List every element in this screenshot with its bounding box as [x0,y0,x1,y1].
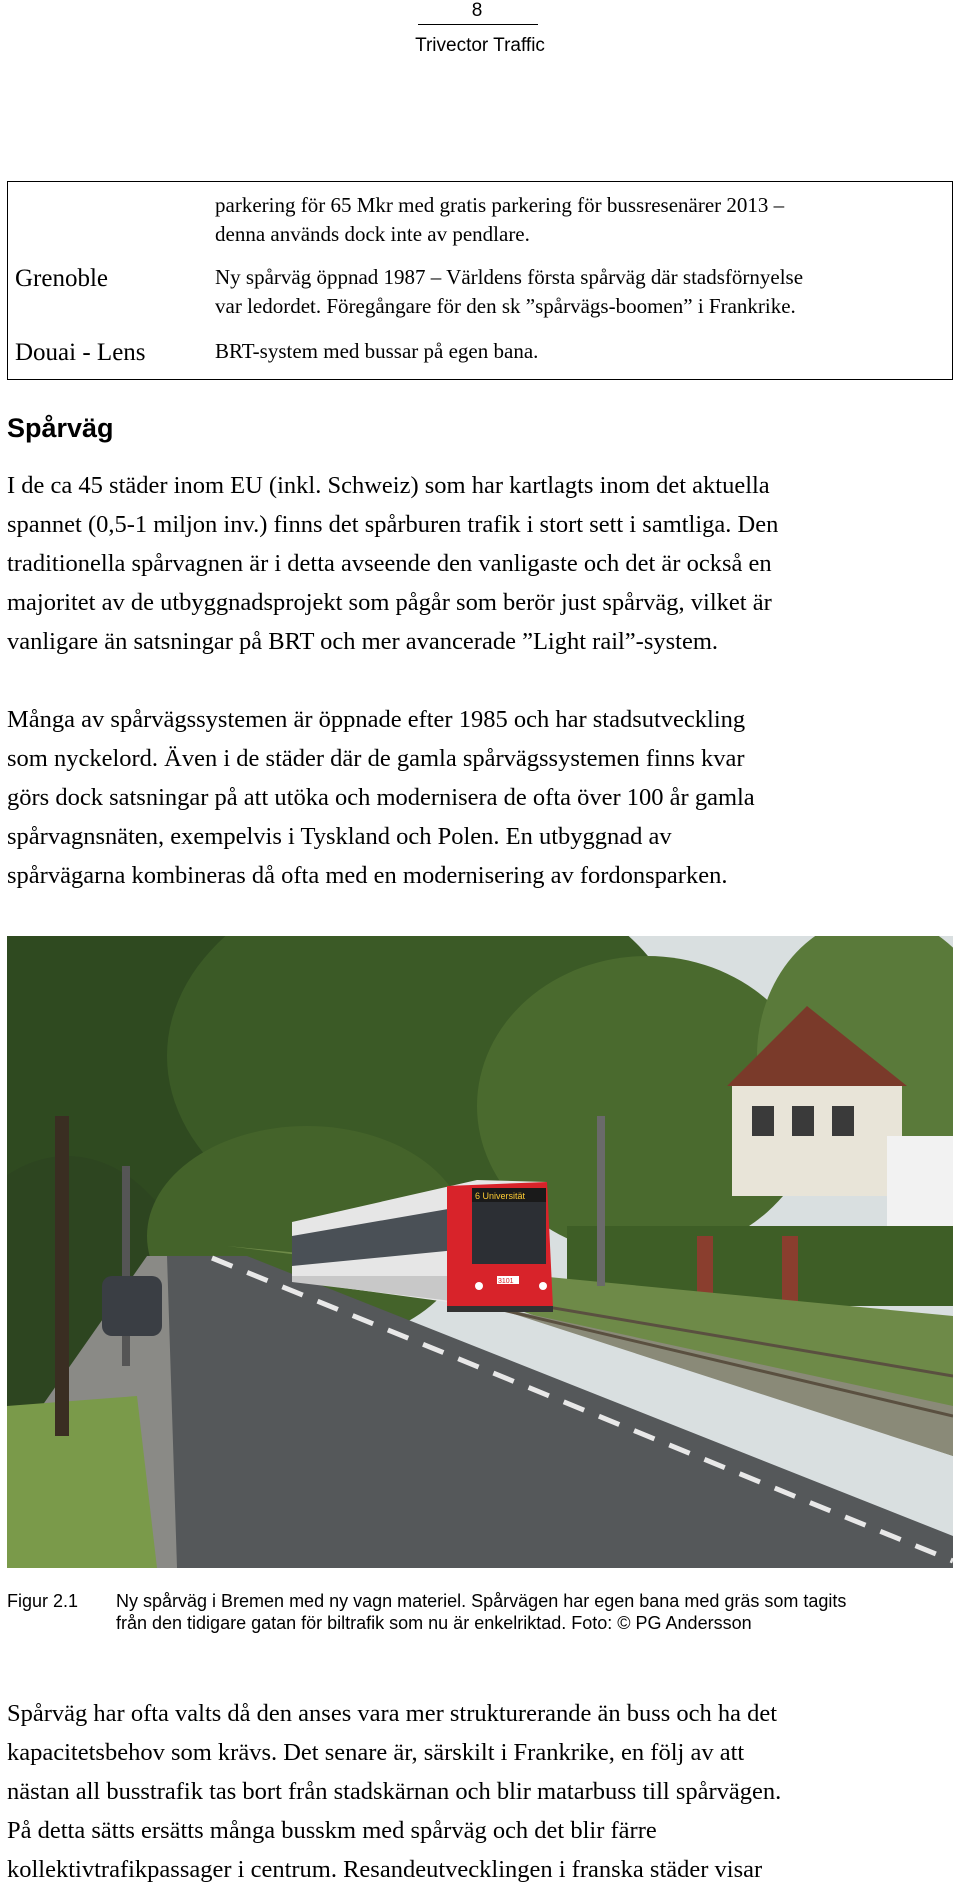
tram-destination-sign: 6 Universität [475,1191,526,1201]
page-number: 8 [471,0,483,21]
paragraph-2-line: som nyckelord. Även i de städer där de gamla spårvägssystemen finns kvar [7,745,745,772]
paragraph-1-line: I de ca 45 städer inom EU (inkl. Schweiz) som har kartlagts inom det aktuella [7,472,770,499]
paragraph-1-line: vanligare än satsningar på BRT och mer avancerade ”Light rail”-system. [7,628,719,655]
tram-photo [7,936,953,1568]
table-row-1-line-2: denna används dock inte av pendlare. [215,222,530,246]
city-table [7,181,953,380]
running-head: Trivector Traffic [415,35,545,56]
figure-caption-line: Ny spårväg i Bremen med ny vagn materiel. Spårvägen har egen bana med gräs som tagits [116,1591,847,1611]
paragraph-1-line: traditionella spårvagnen är i detta avseende den vanligaste och det är också en [7,550,772,577]
header-rule [418,24,538,25]
tram-number: 3101 [498,1278,514,1285]
table-row-3-text [215,337,538,366]
paragraph-2-line: spårvagnsnäten, exempelvis i Tyskland och Polen. En utbyggnad av [7,823,672,850]
table-row-2-label: Grenoble [15,265,109,292]
paragraph-1-line: spannet (0,5-1 miljon inv.) finns det spårburen trafik i stort sett i samtliga. Den [7,511,779,538]
table-row-2-line-2: var ledordet. Föregångare för den sk ”spårvägs-boomen” i Frankrike. [215,294,796,318]
paragraph-2 [7,700,955,895]
paragraph-1 [7,466,955,661]
paragraph-3-line: På detta sätts ersätts många busskm med spårväg och det blir färre [7,1817,657,1844]
table-row-3-label: Douai - Lens [15,339,146,366]
figure-caption [116,1590,956,1634]
paragraph-2-line: spårvägarna kombineras då ofta med en modernisering av fordonsparken. [7,862,728,889]
paragraph-1-line: majoritet av de utbyggnadsprojekt som pågår som berör just spårväg, vilket är [7,589,772,616]
table-row-1-line-1: parkering för 65 Mkr med gratis parkering för bussresenärer 2013 – [215,193,785,217]
paragraph-3 [7,1694,955,1889]
paragraph-3-line: nästan all busstrafik tas bort från stadskärnan och blir matarbuss till spårvägen. [7,1778,782,1805]
table-row-2-line-1: Ny spårväg öppnad 1987 – Världens första spårväg där stadsförnyelse [215,265,804,289]
paragraph-3-line: Spårväg har ofta valts då den anses vara mer strukturerande än buss och ha det [7,1700,778,1727]
paragraph-3-line: kollektivtrafikpassager i centrum. Resandeutvecklingen i franska städer visar [7,1856,763,1883]
table-row-1-text [215,191,784,249]
paragraph-2-line: görs dock satsningar på att utöka och modernisera de ofta över 100 år gamla [7,784,755,811]
paragraph-3-line: kapacitetsbehov som krävs. Det senare är, särskilt i Frankrike, en följ av att [7,1739,745,1766]
paragraph-2-line: Många av spårvägssystemen är öppnade efter 1985 och har stadsutveckling [7,706,746,733]
table-row-2-text [215,263,803,321]
table-row-3-line-1: BRT-system med bussar på egen bana. [215,339,539,363]
figure-label: Figur 2.1 [7,1591,79,1611]
figure-caption-line: från den tidigare gatan för biltrafik som nu är enkelriktad. Foto: © PG Andersson [116,1613,752,1633]
section-heading: Spårväg [7,413,114,443]
